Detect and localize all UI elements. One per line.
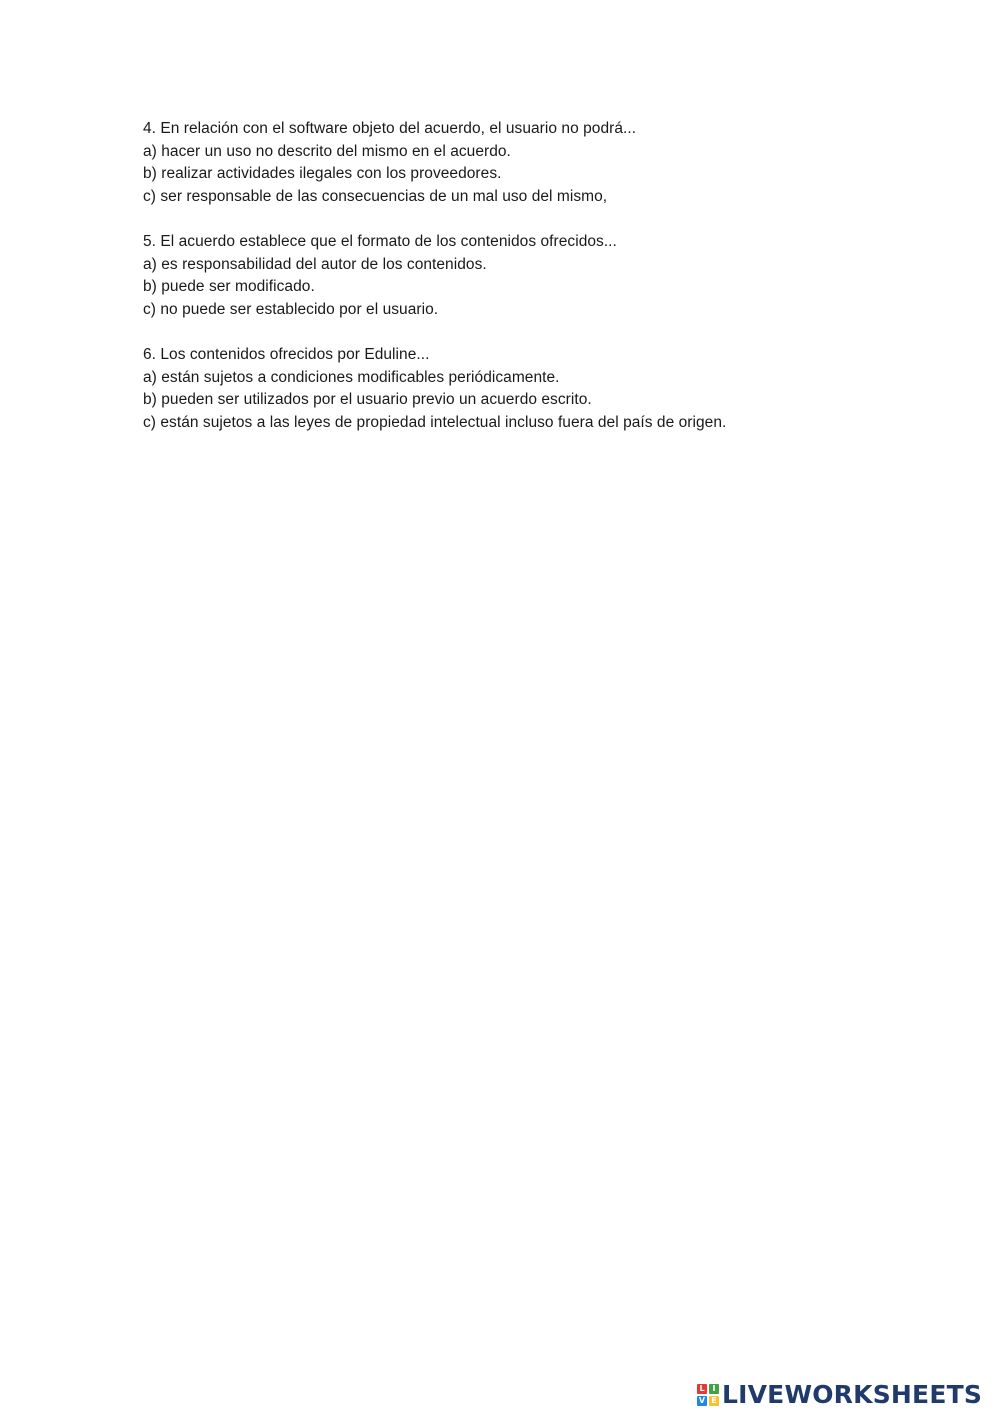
answer-option-b: b) puede ser modificado. bbox=[143, 278, 315, 295]
answer-option-c: c) están sujetos a las leyes de propiedad intelectual incluso fuera del país de origen. bbox=[143, 413, 727, 431]
answer-option-c: c) no puede ser establecido por el usuario. bbox=[143, 300, 439, 318]
question-stem: 5. El acuerdo establece que el formato de los contenidos ofrecidos... bbox=[143, 233, 617, 250]
logo-block-l: L bbox=[697, 1384, 707, 1394]
question-list bbox=[143, 118, 863, 457]
answer-option-c: c) ser responsable de las consecuencias de un mal uso del mismo, bbox=[143, 187, 608, 205]
logo-block-e: E bbox=[709, 1396, 719, 1406]
logo-block-i: I bbox=[709, 1384, 719, 1394]
live-blocks-icon bbox=[697, 1384, 719, 1406]
question-stem: 6. Los contenidos ofrecidos por Eduline... bbox=[143, 346, 430, 363]
logo-block-v: V bbox=[698, 1396, 706, 1405]
answer-option-b: b) realizar actividades ilegales con los proveedores. bbox=[143, 165, 502, 182]
answer-option-b: b) pueden ser utilizados por el usuario previo un acuerdo escrito. bbox=[143, 391, 592, 408]
question-5 bbox=[143, 231, 863, 321]
question-6 bbox=[143, 344, 863, 434]
question-4 bbox=[143, 118, 863, 208]
liveworksheets-logo bbox=[697, 1380, 982, 1410]
answer-option-a: a) hacer un uso no descrito del mismo en el acuerdo. bbox=[143, 142, 511, 160]
brand-name: LIVEWORKSHEETS bbox=[722, 1380, 983, 1409]
answer-option-a: a) es responsabilidad del autor de los contenidos. bbox=[143, 255, 487, 273]
question-stem: 4. En relación con el software objeto del acuerdo, el usuario no podrá... bbox=[143, 120, 637, 137]
answer-option-a: a) están sujetos a condiciones modificables periódicamente. bbox=[143, 368, 560, 386]
